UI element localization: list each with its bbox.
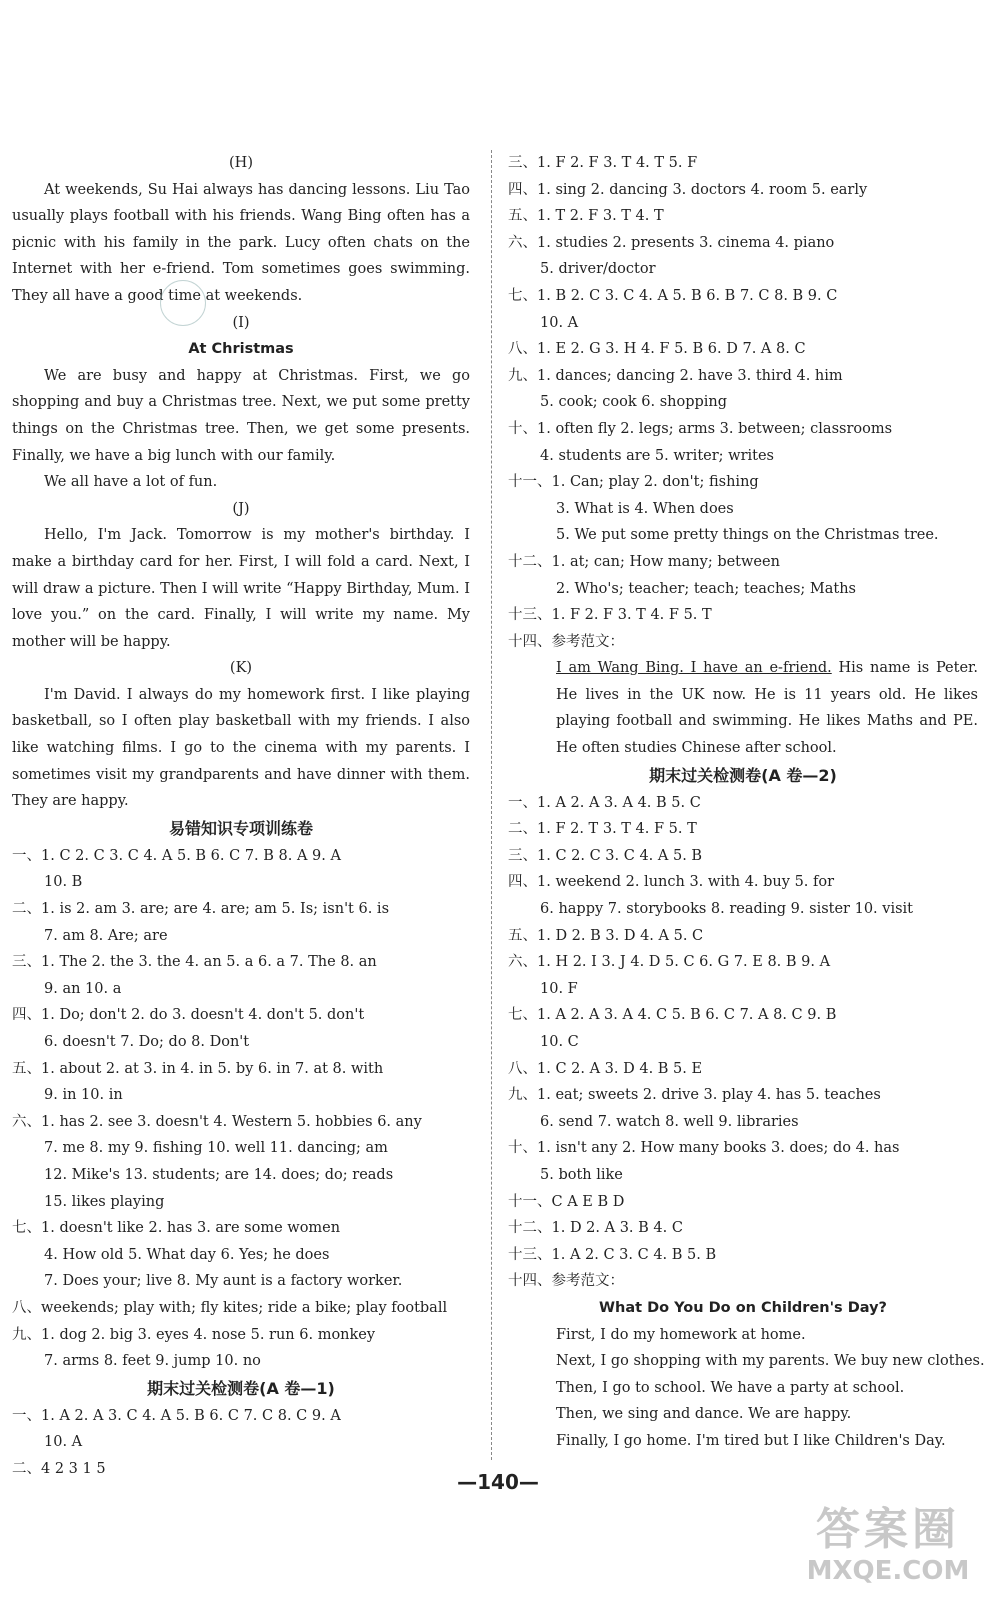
sample-essay-1 (508, 655, 978, 761)
answer-line: 4. How old 5. What day 6. Yes; he does (44, 1246, 330, 1263)
answer-line: 七、1. B 2. C 3. C 4. A 5. B 6. B 7. C 8. B 9. C (508, 287, 838, 304)
answer-line: 十三、1. F 2. F 3. T 4. F 5. T (508, 607, 712, 624)
section-title-error-training: 易错知识专项训练卷 (168, 818, 313, 838)
answer-line: 四、1. Do; don't 2. do 3. doesn't 4. don't 5. don't (12, 1007, 365, 1024)
answer-line: 八、weekends; play with; fly kites; ride a bike; play football (12, 1299, 448, 1316)
stamp-mark (160, 280, 206, 326)
passage-j-text: Hello, I'm Jack. Tomorrow is my mother's birthday. I make a birthday card for her. First, I will fold a card. Next, I will draw a picture. Then I will write “Happy Birthday, Mum. I love you.” on the card. Finally, I will write my name. My mother will be happy. (12, 527, 470, 650)
answer-line: 2. Who's; teacher; teach; teaches; Maths (556, 580, 856, 597)
essay-2-title: What Do You Do on Children's Day? (599, 1299, 887, 1316)
answer-line: 七、1. doesn't like 2. has 3. are some women (12, 1220, 341, 1237)
answer-line: 十三、1. A 2. C 3. C 4. B 5. B (508, 1246, 717, 1263)
watermark-line2: MXQE.COM (806, 1556, 970, 1586)
answer-line: 10. A (44, 1434, 83, 1451)
answer-line: 4. students are 5. writer; writes (540, 447, 774, 464)
answer-line: 5. driver/doctor (540, 261, 656, 278)
passage-k-heading: (K) (229, 660, 253, 677)
answer-line: 一、1. C 2. C 3. C 4. A 5. B 6. C 7. B 8. A 9. A (12, 847, 341, 864)
answer-list-top (508, 150, 978, 655)
answer-line: 一、1. A 2. A 3. A 4. B 5. C (508, 794, 701, 811)
answer-line: 十、1. often fly 2. legs; arms 3. between; classrooms (508, 420, 893, 437)
answer-line: 八、1. C 2. A 3. D 4. B 5. E (508, 1060, 703, 1077)
answer-line: 9. in 10. in (44, 1087, 123, 1104)
answer-line: 九、1. dances; dancing 2. have 3. third 4. him (508, 367, 843, 384)
watermark-line1: 答案圈 (816, 1504, 960, 1555)
answer-line: 二、4 2 3 1 5 (12, 1460, 106, 1477)
essay-line: Then, we sing and dance. We are happy. (556, 1406, 852, 1423)
answer-line: 十二、1. D 2. A 3. B 4. C (508, 1220, 683, 1237)
answer-line: 十、1. isn't any 2. How many books 3. does; do 4. has (508, 1140, 900, 1157)
answer-line: 七、1. A 2. A 3. A 4. C 5. B 6. C 7. A 8. C 9. B (508, 1007, 837, 1024)
answer-line: 六、1. H 2. I 3. J 4. D 5. C 6. G 7. E 8. B 9. A (508, 954, 831, 971)
answer-line: 四、1. weekend 2. lunch 3. with 4. buy 5. for (508, 874, 835, 891)
answer-line: 12. Mike's 13. students; are 14. does; do; reads (44, 1166, 394, 1183)
answer-line: 五、1. about 2. at 3. in 4. in 5. by 6. in 7. at 8. with (12, 1060, 384, 1077)
answer-line: 五、1. T 2. F 3. T 4. T (508, 208, 664, 225)
passage-j-heading: (J) (232, 500, 250, 517)
essay-line: First, I do my homework at home. (556, 1326, 806, 1343)
column-divider (491, 150, 492, 1460)
answer-line: 9. an 10. a (44, 980, 122, 997)
answer-line: 5. cook; cook 6. shopping (540, 394, 728, 411)
answer-line: 二、1. is 2. am 3. are; are 4. are; am 5. Is; isn't 6. is (12, 901, 390, 918)
essay-body: His name is Peter. He lives in the UK now. He is 11 years old. He likes playing football and swimming. He likes Maths and PE. He often studies Chinese after school. (556, 660, 978, 757)
answer-line: 3. What is 4. When does (556, 500, 734, 517)
essay-underlined-sentence: I am Wang Bing. I have an e-friend. (556, 660, 832, 677)
passage-i-text: We are busy and happy at Christmas. First, we go shopping and buy a Christmas tree. Next, we put some pretty things on the Christmas tree. Then, we get some presents. Finally, we have a big lunch with our family. (12, 367, 470, 464)
answer-line: 十四、参考范文： (508, 1273, 624, 1290)
sample-essay-2 (508, 1322, 985, 1455)
page-number: —140— (457, 1470, 539, 1494)
essay-line: Then, I go to school. We have a party at school. (556, 1379, 905, 1396)
answer-line: 十一、1. Can; play 2. don't; fishing (508, 474, 759, 491)
left-column (12, 150, 470, 1483)
right-column (508, 150, 985, 1455)
answer-line: 10. B (44, 874, 83, 891)
answer-line: 5. both like (540, 1166, 623, 1183)
answer-line: 7. am 8. Are; are (44, 927, 168, 944)
answer-line: 7. me 8. my 9. fishing 10. well 11. dancing; am (44, 1140, 388, 1157)
answer-line: 九、1. eat; sweets 2. drive 3. play 4. has 5. teaches (508, 1087, 881, 1104)
answer-list-section3 (508, 790, 978, 1295)
answer-line: 10. C (540, 1034, 579, 1050)
answer-line: 7. Does your; live 8. My aunt is a factory worker. (44, 1273, 403, 1290)
answer-line: 10. A (540, 314, 579, 331)
answer-line: 6. happy 7. storybooks 8. reading 9. sister 10. visit (540, 901, 913, 918)
answer-line: 六、1. studies 2. presents 3. cinema 4. piano (508, 234, 835, 251)
answer-line: 6. doesn't 7. Do; do 8. Don't (44, 1034, 250, 1050)
answer-line: 五、1. D 2. B 3. D 4. A 5. C (508, 927, 704, 944)
answer-line: 6. send 7. watch 8. well 9. libraries (540, 1113, 799, 1130)
answer-line: 十四、参考范文： (508, 633, 624, 650)
answer-line: 十一、C A E B D (508, 1193, 625, 1210)
answer-list-section1 (12, 843, 470, 1375)
answer-line: 八、1. E 2. G 3. H 4. F 5. B 6. D 7. A 8. C (508, 341, 806, 358)
answer-line: 一、1. A 2. A 3. C 4. A 5. B 6. C 7. C 8. C 9. A (12, 1407, 341, 1424)
answer-line: 三、1. The 2. the 3. the 4. an 5. a 6. a 7. The 8. an (12, 954, 377, 971)
passage-h-heading: (H) (229, 155, 253, 171)
answer-line: 四、1. sing 2. dancing 3. doctors 4. room 5. early (508, 181, 868, 198)
answer-line: 5. We put some pretty things on the Christmas tree. (556, 527, 939, 544)
answer-line: 十二、1. at; can; How many; between (508, 553, 780, 570)
passage-i-text2: We all have a lot of fun. (44, 474, 218, 491)
answer-line: 二、1. F 2. T 3. T 4. F 5. T (508, 821, 697, 838)
answer-line: 九、1. dog 2. big 3. eyes 4. nose 5. run 6. monkey (12, 1326, 376, 1343)
answer-line: 六、1. has 2. see 3. doesn't 4. Western 5. hobbies 6. any (12, 1113, 422, 1130)
answer-line: 7. arms 8. feet 9. jump 10. no (44, 1353, 261, 1370)
answer-line: 三、1. F 2. F 3. T 4. T 5. F (508, 155, 698, 171)
section-title-final-test-a2: 期末过关检测卷(A 卷—2) (649, 765, 837, 785)
essay-line: Finally, I go home. I'm tired but I like Children's Day. (556, 1432, 946, 1449)
passage-i-title: At Christmas (188, 341, 294, 358)
answer-line: 三、1. C 2. C 3. C 4. A 5. B (508, 847, 703, 864)
essay-line: Next, I go shopping with my parents. We buy new clothes. (556, 1353, 985, 1370)
watermark-logo (788, 1504, 988, 1594)
answer-line: 15. likes playing (44, 1193, 165, 1210)
passage-i-heading: (I) (232, 314, 250, 331)
section-title-final-test-a1: 期末过关检测卷(A 卷—1) (147, 1378, 335, 1398)
passage-h-text: At weekends, Su Hai always has dancing lessons. Liu Tao usually plays football with his friends. Wang Bing often has a picnic with his family in the park. Lucy often chats on the Internet with her e-friend. Tom sometimes goes swimming. They all have a good time at weekends. (12, 181, 470, 304)
answer-line: 10. F (540, 980, 578, 997)
passage-k-text: I'm David. I always do my homework first. I like playing basketball, so I often play basketball with my friends. I also like watching films. I go to the cinema with my parents. I sometimes visit my grandparents and have dinner with them. They are happy. (12, 686, 470, 810)
